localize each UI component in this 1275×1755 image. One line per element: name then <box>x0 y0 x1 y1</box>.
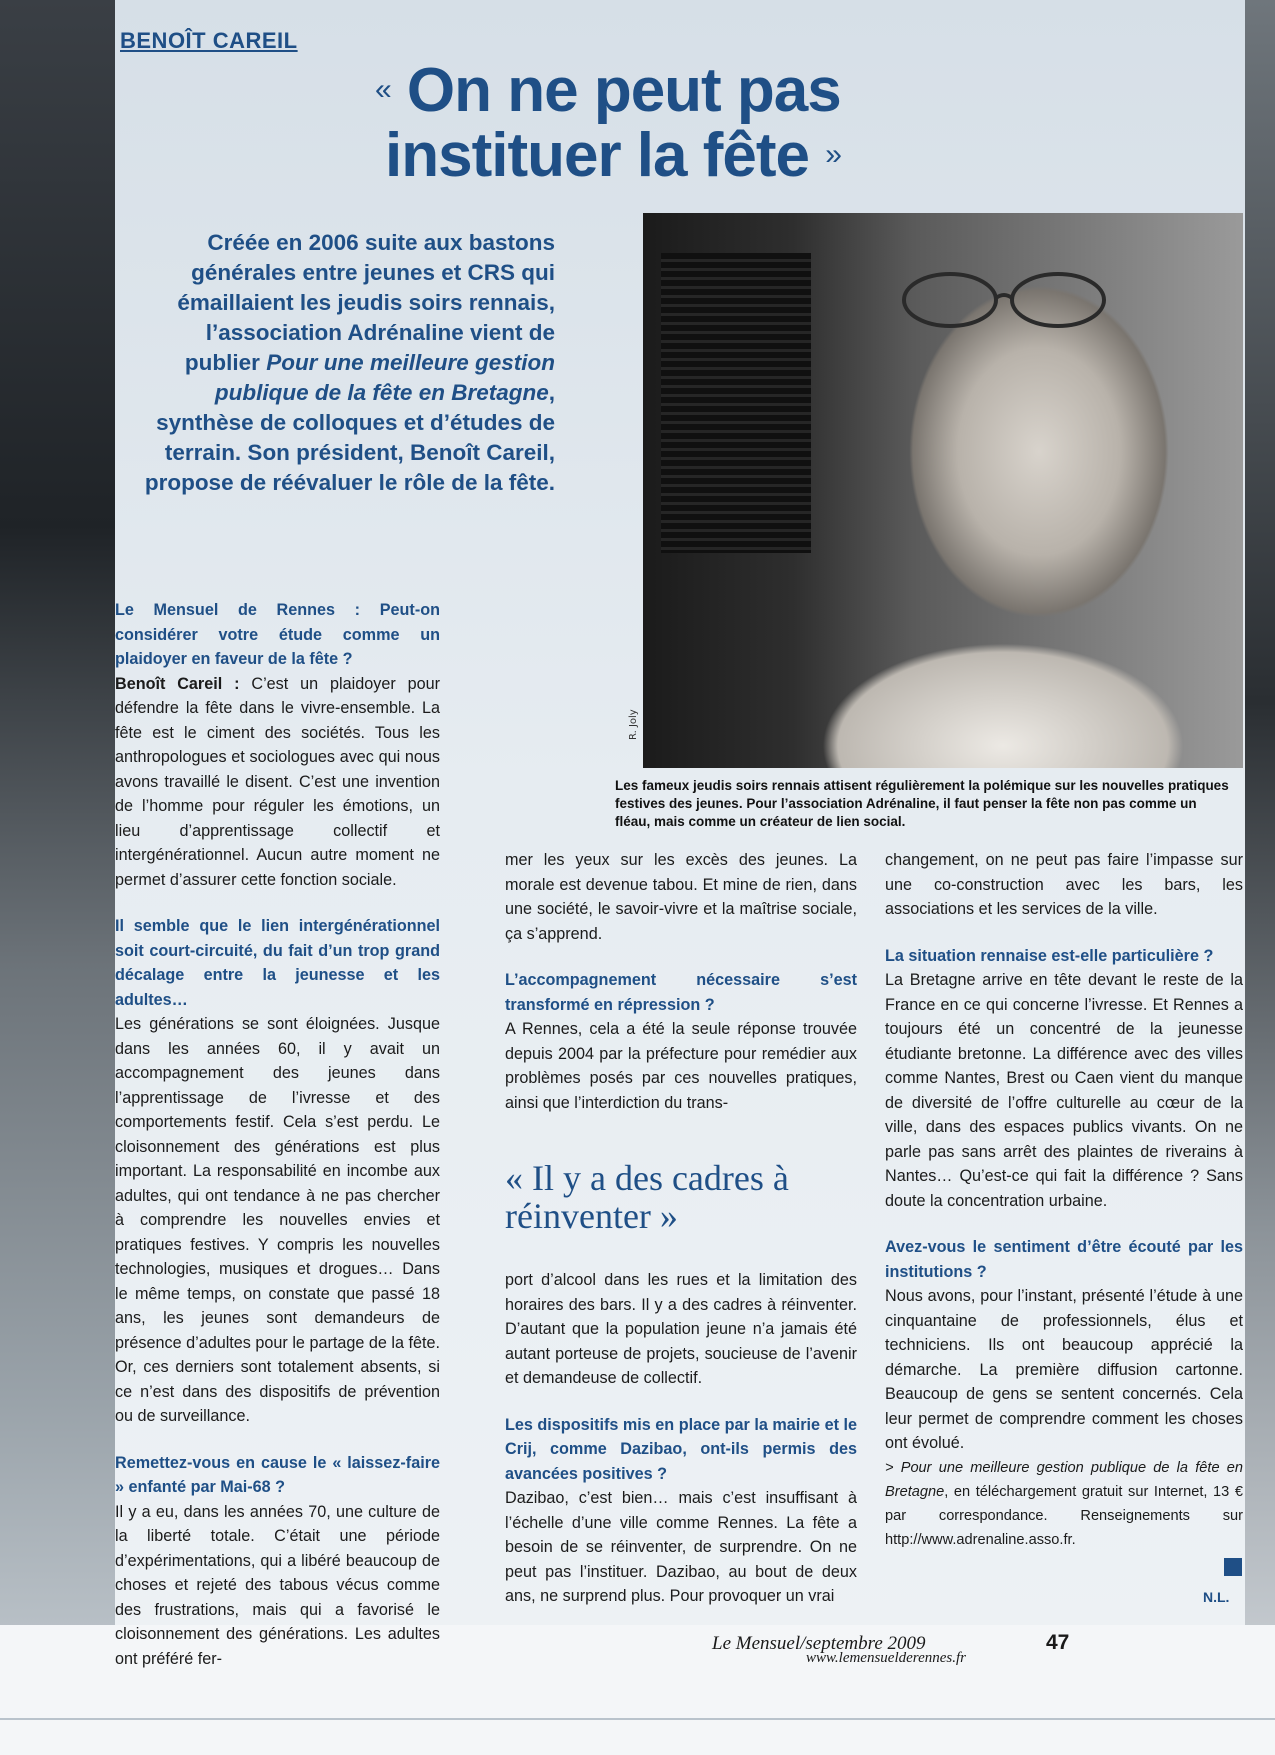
answer-4: A Rennes, cela a été la seule réponse trouvée depuis 2004 par la préfecture pour remédier aux problèmes posés par ces nouvelles pratiques, ainsi que l’interdiction du trans- <box>505 1020 857 1112</box>
headline-open-quote: « <box>375 73 391 106</box>
question-3: Remettez-vous en cause le « laissez-faire » enfanté par Mai-68 ? <box>115 1453 440 1496</box>
pull-quote: « Il y a des cadres à réinventer » <box>505 1158 789 1236</box>
background-photo-right <box>1245 0 1275 1755</box>
question-2: Il semble que le lien intergénérationnel soit court-circuité, du fait d’un trop grand décalage entre la jeunesse et les adultes… <box>115 917 440 1009</box>
question-1: Le Mensuel de Rennes : Peut-on considérer votre étude comme un plaidoyer en faveur de la fête ? <box>115 601 440 668</box>
photo-caption: Les fameux jeudis soirs rennais attisent régulièrement la polémique sur les nouvelles pratiques festives des jeunes. Pour l’association Adrénaline, il faut penser la fête non pas comme un fléau, mais comme un créateur de lien social. <box>615 778 1229 829</box>
answer-1-text: C’est un plaidoyer pour défendre la fête dans le vivre-ensemble. La fête est le ciment des sociétés. Tous les anthropologues et sociologues avec qui nous avons travaillé le disent. C’est une invention de l’homme pour réguler les émotions, un lieu d’apprentissage collectif et intergénérationnel. Aucun autre moment ne permet d’assurer cette fonction sociale. <box>115 674 440 889</box>
question-6: La situation rennaise est-elle particulière ? <box>885 946 1214 965</box>
answer-3-continued: mer les yeux sur les excès des jeunes. La morale est devenue tabou. Et mine de rien, dans une société, le savoir-vivre et la maîtrise sociale, ça s’apprend. <box>505 851 857 943</box>
question-4: L’accompagnement nécessaire s’est transformé en répression ? <box>505 971 857 1014</box>
author-byline: BENOÎT CAREIL <box>120 28 298 53</box>
portrait-photo <box>643 213 1243 768</box>
footer-magazine-issue: Le Mensuel/septembre 2009 <box>712 1633 926 1654</box>
answer-1 <box>115 672 440 893</box>
answer-3: Il y a eu, dans les années 70, une culture de la liberté totale. C’était une période d’expérimentations, qui a libéré beaucoup de choses et rejeté des tabous vécus comme des frustrations, mais qui a favorisé le cloisonnement des générations. Les adultes ont préféré fer- <box>115 1502 440 1668</box>
article-column-1 <box>115 598 440 1671</box>
question-5: Les dispositifs mis en place par la mairie et le Crij, comme Dazibao, ont-ils permis des avancées positives ? <box>505 1415 857 1483</box>
headline <box>375 58 1015 188</box>
photo-background-screen <box>661 253 811 553</box>
end-of-article-square <box>1224 1558 1242 1576</box>
answer-5-continued: changement, on ne peut pas faire l’impasse sur une co-construction avec les bars, les associations et les services de la ville. <box>885 851 1243 918</box>
headline-line-2-wrap <box>375 123 1015 188</box>
answer-7: Nous avons, pour l’instant, présenté l’étude à une cinquantaine de professionnels, élus et techniciens. Ils ont beaucoup apprécié la démarche. La première diffusion cartonne. Beaucoup de gens se sentent concernés. Cela leur permet de comprendre comment les choses ont évolué. <box>885 1287 1243 1452</box>
photo-credit: R. Joly <box>628 709 639 740</box>
article-column-3 <box>885 848 1243 1552</box>
article-column-2-top <box>505 848 857 1115</box>
intro-book-title: Pour une meilleure gestion publique de la fête en Bretagne <box>214 350 555 405</box>
reference-title: > Pour une meilleure gestion publique de la fête en Bretagne <box>885 1459 1243 1500</box>
answer-4-continued: port d’alcool dans les rues et la limitation des horaires des bars. Il y a des cadres à réinventer. D’autant que la population jeune n’a jamais été autant porteuse de projets, soucieuse de l’avenir et demandeuse de collectif. <box>505 1271 857 1387</box>
answer-5: Dazibao, c’est bien… mais c’est insuffisant à l’échelle d’une ville comme Rennes. La fête a besoin de se réinventer, de surprendre. On ne peut pas l’instituer. Dazibao, au bout de deux ans, ne surprend plus. Pour provoquer un vrai <box>505 1489 857 1605</box>
glasses-shape <box>898 268 1108 332</box>
background-photo-left <box>0 0 120 1755</box>
answer-2: Les générations se sont éloignées. Jusque dans les années 60, il y avait un accompagnement des jeunes dans l’apprentissage de l’ivresse et des comportements festif. Cela s’est perdu. Le cloisonnement des générations est plus important. La responsabilité en incombe aux adultes, qui ont tendance à ne pas chercher à comprendre les nouvelles envies et pratiques festives. Y compris les nouvelles technologies, musiques et drogues… Dans le même temps, on constate que passé 18 ans, les jeunes sont demandeurs de présence d’adultes pour le partage de la fête. Or, ces derniers sont totalement absents, si ce n’est dans des dispositifs de prévention ou de surveillance. <box>115 1015 440 1425</box>
intro-paragraph <box>140 228 555 498</box>
headline-line-2: instituer la fête <box>385 121 809 190</box>
page-bottom-rule <box>0 1718 1275 1720</box>
author-initials: N.L. <box>1203 1589 1230 1605</box>
reference-details: , en téléchargement gratuit sur Internet, 13 € par correspondance. Renseignements sur http://www.adrenaline.asso.fr. <box>885 1483 1243 1548</box>
question-7: Avez-vous le sentiment d’être écouté par les institutions ? <box>885 1238 1243 1281</box>
answer-6: La Bretagne arrive en tête devant le reste de la France en ce qui concerne l’ivresse. Et Rennes a toujours été un concentré de la jeunesse étudiante bretonne. La différence avec des villes comme Nantes, Brest ou Caen vient du manque de diversité de l’offre culturelle au cœur de la ville, dans des espaces publics vivants. On ne parle pas sans arrêt des plaintes de riverains à Nantes… Qu’est-ce qui fait la différence ? Sans doute la concentration urbaine. <box>885 971 1243 1210</box>
answer-1-speaker: Benoît Careil : <box>115 674 240 693</box>
reference-note <box>885 1456 1243 1552</box>
intro-text-1: Créée en 2006 suite aux bastons générales entre jeunes et CRS qui émaillaient les jeudis soirs rennais, l’association Adrénaline vient de publier <box>177 230 555 375</box>
article-column-2-bottom <box>505 1268 857 1609</box>
page-number: 47 <box>1046 1631 1070 1654</box>
intro-text-2: , synthèse de colloques et d’études de terrain. Son président, Benoît Careil, propose de réévaluer le rôle de la fête. <box>144 380 555 495</box>
headline-close-quote: » <box>825 138 841 171</box>
headline-line-1: On ne peut pas <box>406 56 841 125</box>
footer-website-link[interactable]: www.lemensuelderennes.fr <box>806 1650 966 1666</box>
